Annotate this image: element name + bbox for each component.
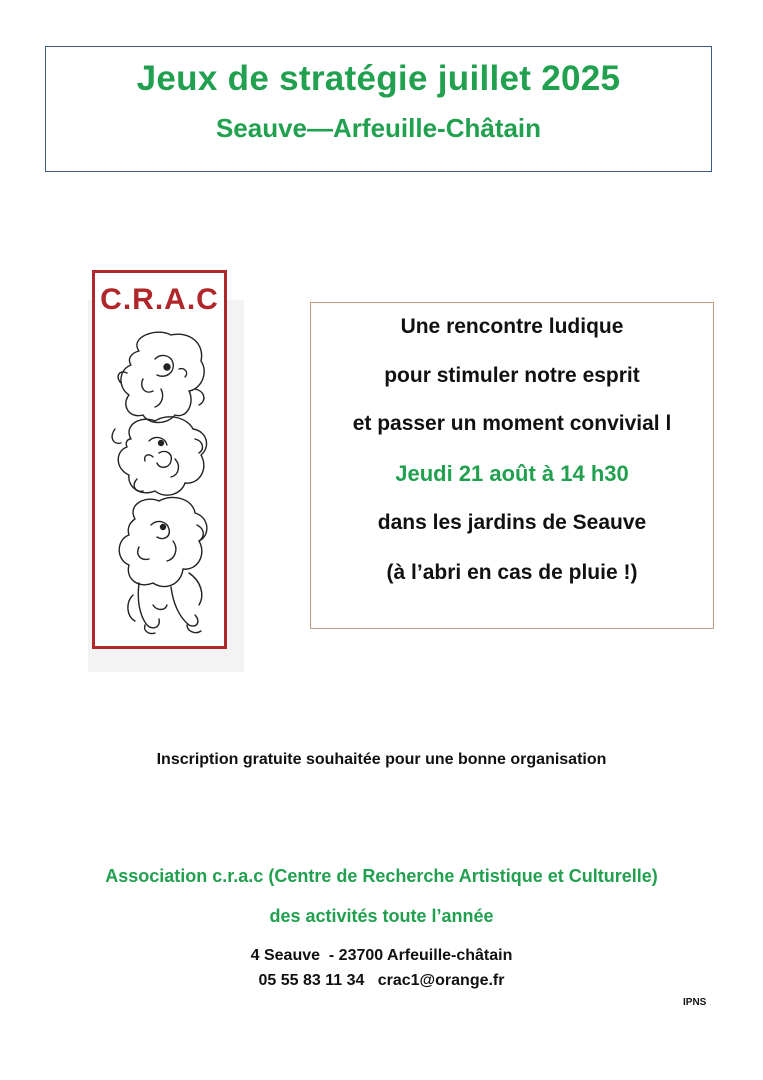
event-line-3: et passer un moment convivial l (352, 412, 672, 435)
association-address: 4 Seauve - 23700 Arfeuille-châtain (250, 947, 513, 964)
association-tagline: des activités toute l’année (269, 906, 494, 926)
event-line-1: Une rencontre ludique (400, 315, 624, 338)
logo-text: C.R.A.C (100, 283, 219, 316)
event-line-2: pour stimuler notre esprit (384, 364, 640, 387)
event-date: Jeudi 21 août à 14 h30 (395, 461, 629, 486)
event-info-box (310, 302, 714, 629)
title-box (45, 46, 712, 172)
event-line-5: dans les jardins de Seauve (377, 511, 647, 534)
page-subtitle: Seauve—Arfeuille-Châtain (215, 113, 542, 143)
ipns-label: IPNS (683, 997, 707, 1008)
page-title: Jeux de stratégie juillet 2025 (136, 59, 621, 98)
registration-note: Inscription gratuite souhaitée pour une bonne organisation (156, 751, 607, 768)
crac-logo (88, 270, 244, 672)
stacked-elephants-illustration (109, 329, 213, 639)
association-contact: 05 55 83 11 34 crac1@orange.fr (258, 972, 505, 989)
event-line-6: (à l’abri en cas de pluie !) (386, 561, 638, 584)
association-name: Association c.r.a.c (Centre de Recherche Artistique et Culturelle) (105, 866, 658, 886)
logo-frame (92, 270, 227, 649)
